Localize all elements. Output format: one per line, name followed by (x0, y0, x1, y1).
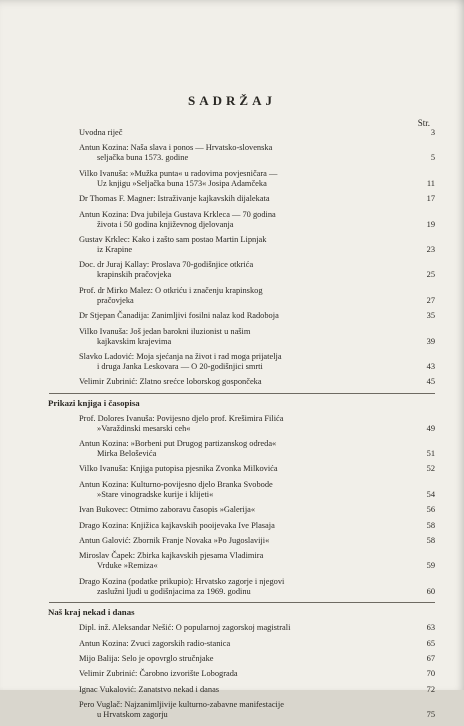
page-title: SADRŽAJ (188, 93, 276, 108)
toc-page-number: 75 (426, 710, 435, 720)
toc-page-number: 23 (426, 244, 435, 254)
toc-entry-text: Mijo Balija: Selo je opovrglo stručnjake (79, 653, 214, 663)
toc-entry (79, 169, 435, 189)
toc-entry (79, 377, 435, 387)
toc-page-number: 59 (426, 561, 435, 571)
toc-entry-text: Gustav Krklec: Kako i zašto sam postao Martin Lipnjak (79, 234, 267, 244)
toc-entry (79, 235, 435, 255)
section-heading: Naš kraj nekad i danas (48, 607, 135, 618)
section-divider (49, 602, 435, 603)
toc-entry (79, 639, 435, 649)
toc-entry (79, 654, 435, 664)
section-heading: Prikazi knjiga i časopisa (48, 397, 140, 408)
toc-entry-text: Drago Kozina (podatke prikupio): Hrvatsko zagorje i njegovi (79, 576, 285, 586)
toc-page-number: 49 (426, 423, 435, 433)
toc-page-number: 19 (426, 219, 435, 229)
toc-page-number: 35 (426, 311, 435, 321)
toc-entry (79, 210, 435, 230)
toc-entry-text: Pero Vuglač: Najzanimljivije kulturno-zabavne manifestacije (79, 700, 284, 710)
toc-page-number: 17 (426, 194, 435, 204)
toc-entry-text: Velimir Zubrinić: Zlatno srećce loborskog gospončeka (79, 377, 262, 387)
toc-entry-text: Miroslav Čapek: Zbirka kajkavskih pjesama Vladimira (79, 551, 264, 561)
toc-entry-text: u Hrvatskom zagorju (97, 710, 168, 720)
toc-entry (79, 505, 435, 515)
toc-entry-text: Dr Stjepan Čanadija: Zanimljivi fosilni nalaz kod Radoboja (79, 311, 279, 321)
toc-entry-text: Vilko Ivanuša: Knjiga putopisa pjesnika Zvonka Milkovića (79, 464, 278, 474)
toc-entry-text: Vrduke »Remiza« (97, 561, 158, 571)
toc-entry-text: Antun Kozina: Naša slava i ponos — Hrvatsko-slovenska (79, 143, 273, 153)
toc-entry-text: Uz knjigu »Seljačka buna 1573« Josipa Adamčeka (97, 178, 267, 188)
toc-entry (79, 260, 435, 280)
toc-entry (79, 439, 435, 459)
toc-page-number: 43 (426, 361, 435, 371)
toc-entry-text: kajkavskim krajevima (97, 336, 172, 346)
toc-entry-text: »Varaždinski mesarski ceh« (97, 423, 191, 433)
toc-entry (79, 143, 435, 163)
toc-entry (79, 480, 435, 500)
toc-page-number: 56 (426, 505, 435, 515)
toc-entry-text: Ivan Bukovec: Otmimo zaboravu časopis »Galerija« (79, 505, 256, 515)
toc-page-number: 60 (426, 586, 435, 596)
toc-entry (79, 327, 435, 347)
toc-entry-text: Vilko Ivanuša: Još jedan barokni iluzionist u našim (79, 326, 251, 336)
toc-page-number: 54 (426, 489, 435, 499)
toc-page-number: 5 (430, 153, 435, 163)
toc-entry (79, 536, 435, 546)
toc-entry-text: krapinskih pračovjeka (97, 270, 172, 280)
toc-entry (79, 700, 435, 720)
page-column-label: Str. (417, 118, 430, 128)
section-divider (49, 393, 435, 394)
toc-entry-text: Antun Kozina: Zvuci zagorskih radio-stanica (79, 638, 231, 648)
toc-entry-text: Ignac Vukalović: Zanatstvo nekad i danas (79, 684, 220, 694)
toc-entry-text: Antun Kozina: »Borbeni put Drugog partizanskog odreda« (79, 439, 277, 449)
toc-page-number: 52 (426, 464, 435, 474)
toc-page-number: 11 (426, 178, 435, 188)
toc-entry-text: Dr Thomas F. Magner: Istraživanje kajkavskih dijalekata (79, 194, 270, 204)
toc-entry-text: Doc. dr Juraj Kallay: Proslava 70-godišnjice otkrića (79, 260, 254, 270)
toc-entry (79, 551, 435, 571)
toc-entry (79, 414, 435, 434)
toc-page-number: 72 (426, 684, 435, 694)
toc-page-number: 58 (426, 536, 435, 546)
toc-entry-text: Uvodna riječ (79, 128, 123, 137)
toc-entry-text: Prof. dr Mirko Malez: O otkriću i značenju krapinskog (79, 285, 263, 295)
toc-entry (79, 286, 435, 306)
toc-page-number: 65 (426, 638, 435, 648)
toc-entry-text: »Stare vinogradske kurije i klijeti« (97, 489, 214, 499)
toc-entry-text: Antun Kozina: Dva jubileja Gustava Krkleca — 70 godina (79, 209, 276, 219)
toc-entry-text: Slavko Ladović: Moja sjećanja na život i rad moga prijatelja (79, 351, 282, 361)
toc-entry (79, 194, 435, 204)
toc-page-number: 67 (426, 653, 435, 663)
toc-entry (79, 464, 435, 474)
toc-page-number: 70 (426, 669, 435, 679)
toc-entry-text: Drago Kozina: Knjižica kajkavskih pooijevaka Ive Plasaja (79, 520, 275, 530)
toc-entry-text: pračovjeka (97, 295, 134, 305)
toc-entry (79, 128, 435, 138)
table-of-contents (48, 128, 435, 726)
toc-page-number: 27 (426, 295, 435, 305)
toc-page-number: 25 (426, 270, 435, 280)
toc-entry-text: iz Krapine (97, 244, 133, 254)
toc-entry (79, 669, 435, 679)
toc-entry-text: seljačka buna 1573. godine (97, 153, 189, 163)
toc-page-number: 3 (430, 128, 435, 137)
toc-entry (79, 623, 435, 633)
toc-page-number: 63 (426, 623, 435, 633)
toc-entry-text: Velimir Zubrinić: Čarobno izvorište Lobograda (79, 669, 238, 679)
toc-page-number: 45 (426, 377, 435, 387)
toc-page-number: 58 (426, 520, 435, 530)
toc-entry (79, 311, 435, 321)
toc-entry-text: Dipl. inž. Aleksandar Nešić: O popularnoj zagorskoj magistrali (79, 623, 291, 633)
toc-entry (79, 577, 435, 597)
toc-entry-text: Mirka Beloševića (97, 449, 157, 459)
toc-entry-text: i druga Janka Leskovara — O 20-godišnjici smrti (97, 361, 263, 371)
toc-entry-text: zaslužni ljudi u godišnjacima za 1969. godinu (97, 586, 251, 596)
toc-page-number: 39 (426, 336, 435, 346)
toc-entry-text: Antun Kozina: Kulturno-povijesno djelo Branka Svobode (79, 479, 273, 489)
toc-entry (79, 521, 435, 531)
toc-entry-text: Vilko Ivanuša: »Mužka punta« u radovima povjesničara — (79, 168, 278, 178)
toc-page-number: 51 (426, 449, 435, 459)
toc-entry (79, 352, 435, 372)
toc-entry-text: Antun Galović: Zbornik Franje Novaka »Po Jugoslaviji« (79, 536, 270, 546)
toc-entry-text: Prof. Dolores Ivanuša: Povijesno djelo prof. Krešimira Filića (79, 413, 284, 423)
toc-entry-text: života i 50 godina književnog djelovanja (97, 219, 234, 229)
